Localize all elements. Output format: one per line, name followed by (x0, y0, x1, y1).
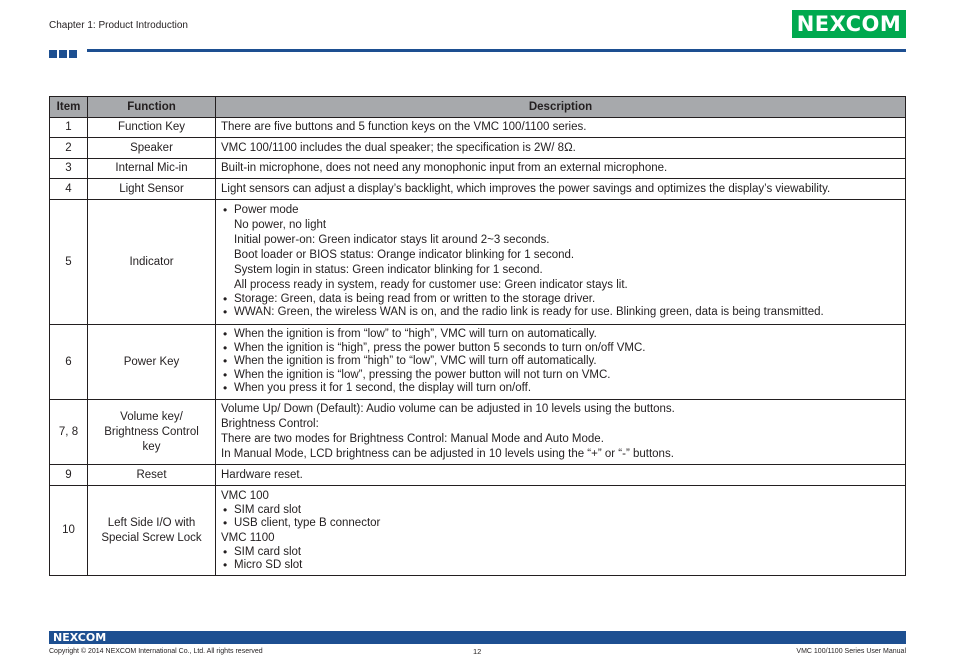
list-item: • WWAN: Green, the wireless WAN is on, and the radio link is ready for use. Blinking green, data is being transmitted. (221, 306, 900, 320)
header-item: Item (50, 97, 88, 118)
square-icon (59, 50, 67, 58)
header-rule (87, 49, 906, 52)
cell-description: VMC 100/1100 includes the dual speaker; the specification is 2W/ 8Ω. (216, 138, 906, 159)
cell-item: 5 (50, 200, 88, 325)
cell-function: Reset (88, 465, 216, 486)
cell-function (88, 486, 216, 576)
cell-function: Function Key (88, 118, 216, 138)
cell-item: 4 (50, 179, 88, 200)
indicator-line: No power, no light (234, 218, 327, 231)
model-heading: VMC 1100 (221, 531, 275, 544)
list-item: • SIM card slot (221, 546, 900, 560)
table-row (50, 325, 906, 400)
header-description: Description (216, 97, 906, 118)
table-row (50, 465, 906, 486)
cell-description (216, 200, 906, 325)
square-icon (69, 50, 77, 58)
cell-item: 2 (50, 138, 88, 159)
indicator-line: All process ready in system, ready for customer use: Green indicator stays lit. (234, 278, 628, 291)
cell-function (88, 400, 216, 465)
table-row (50, 159, 906, 179)
function-line: Volume key/ (120, 410, 183, 423)
indicator-line: System login in status: Green indicator blinking for 1 second. (234, 263, 543, 276)
list-item: • USB client, type B connector (221, 517, 900, 531)
chapter-title: Chapter 1: Product Introduction (49, 20, 188, 31)
cell-item: 1 (50, 118, 88, 138)
cell-item: 10 (50, 486, 88, 576)
table-row (50, 486, 906, 576)
function-line: Special Screw Lock (101, 531, 202, 544)
cell-function: Speaker (88, 138, 216, 159)
cell-description: Light sensors can adjust a display’s backlight, which improves the power savings and optimizes the display’s viewability. (216, 179, 906, 200)
list-item: • Power mode (221, 204, 900, 218)
table-row (50, 118, 906, 138)
list-item: • SIM card slot (221, 504, 900, 518)
list-item: • When the ignition is “high”, press the power button 5 seconds to turn on/off VMC. (221, 342, 900, 356)
cell-description: Hardware reset. (216, 465, 906, 486)
nexcom-logo (792, 10, 906, 38)
function-line: key (142, 440, 161, 453)
cell-description (216, 486, 906, 576)
table-row (50, 179, 906, 200)
manual-title: VMC 100/1100 Series User Manual (796, 648, 906, 655)
footer-bar (49, 631, 906, 644)
list-item: • When the ignition is from “low” to “high”, VMC will turn on automatically. (221, 328, 900, 342)
description-line: In Manual Mode, LCD brightness can be adjusted in 10 levels using the “+” or “-” buttons. (221, 448, 674, 460)
table-row (50, 400, 906, 465)
cell-description (216, 325, 906, 400)
square-icon (49, 50, 57, 58)
model-heading: VMC 100 (221, 489, 269, 502)
function-line: Left Side I/O with (107, 516, 196, 529)
list-item: • Micro SD slot (221, 559, 900, 573)
list-item: • When the ignition is from “high” to “low”, VMC will turn off automatically. (221, 355, 900, 369)
cell-description: There are five buttons and 5 function keys on the VMC 100/1100 series. (216, 118, 906, 138)
cell-item: 6 (50, 325, 88, 400)
description-line: Brightness Control: (221, 418, 319, 430)
footer-logo: NEXCOM (53, 631, 107, 644)
header-function: Function (88, 97, 216, 118)
indicator-line: Boot loader or BIOS status: Orange indicator blinking for 1 second. (234, 248, 575, 261)
copyright-text: Copyright © 2014 NEXCOM International Co., Ltd. All rights reserved (49, 648, 263, 655)
description-line: There are two modes for Brightness Control: Manual Mode and Auto Mode. (221, 433, 604, 445)
list-item: • When you press it for 1 second, the display will turn on/off. (221, 382, 900, 396)
list-item: • Storage: Green, data is being read from or written to the storage driver. (221, 293, 900, 307)
header-squares (49, 50, 77, 58)
table-row (50, 138, 906, 159)
table-header-row (50, 97, 906, 118)
cell-function: Power Key (88, 325, 216, 400)
cell-function: Internal Mic-in (88, 159, 216, 179)
cell-item: 3 (50, 159, 88, 179)
list-item: • When the ignition is “low”, pressing the power button will not turn on VMC. (221, 369, 900, 383)
cell-function: Indicator (88, 200, 216, 325)
function-line: Brightness Control (104, 425, 199, 438)
cell-function: Light Sensor (88, 179, 216, 200)
indicator-line: Initial power-on: Green indicator stays lit around 2~3 seconds. (234, 233, 550, 246)
table-row (50, 200, 906, 325)
page-number: 12 (473, 647, 482, 656)
logo-text: NEXCOM (796, 12, 902, 36)
cell-description (216, 400, 906, 465)
spec-table (49, 96, 906, 576)
cell-description: Built-in microphone, does not need any monophonic input from an external microphone. (216, 159, 906, 179)
cell-item: 7, 8 (50, 400, 88, 465)
description-line: Volume Up/ Down (Default): Audio volume can be adjusted in 10 levels using the buttons. (221, 403, 675, 415)
cell-item: 9 (50, 465, 88, 486)
